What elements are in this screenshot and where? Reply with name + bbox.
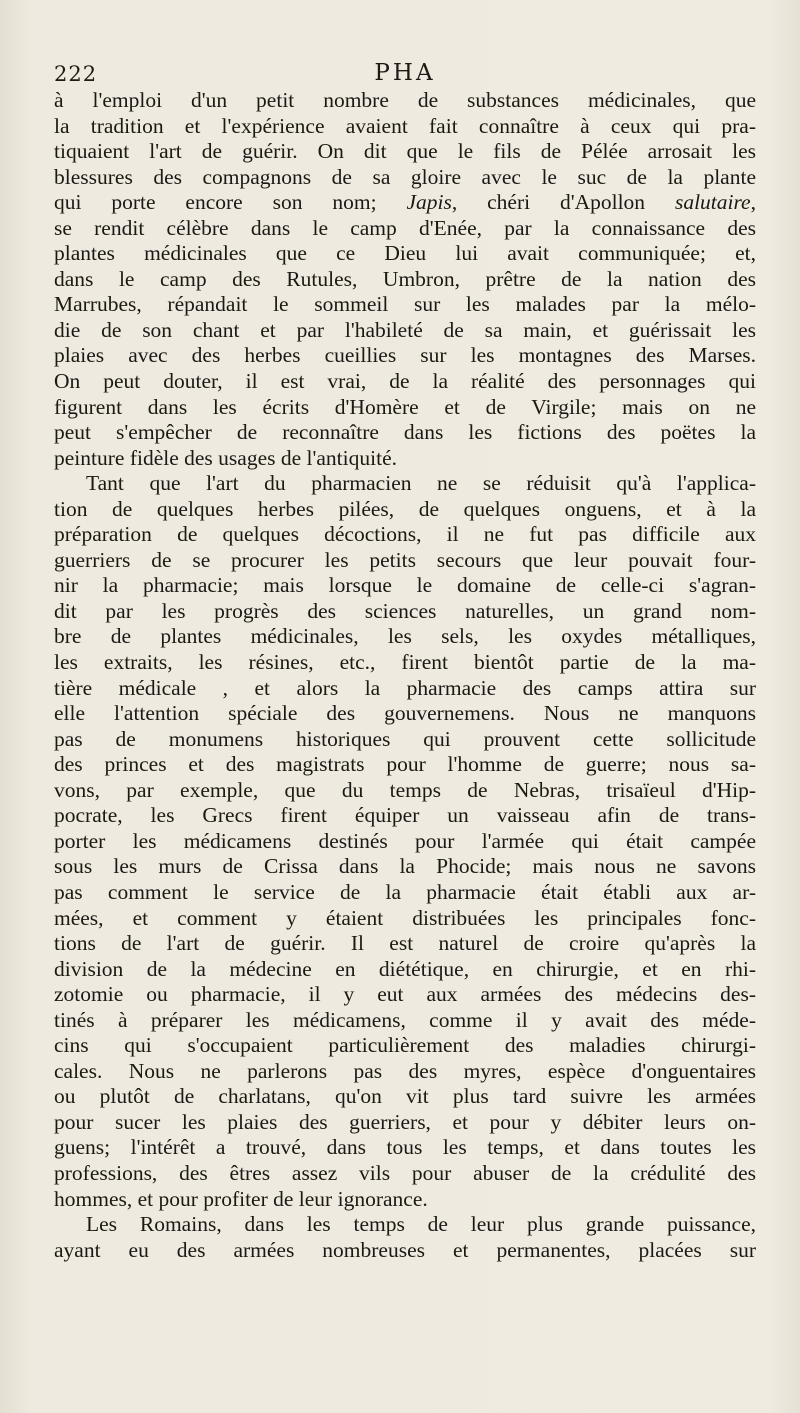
text-line: nir la pharmacie; mais lorsque le domaine de celle-ci s'agran-: [54, 573, 756, 598]
text-line: die de son chant et par l'habileté de sa main, et guérissait les: [54, 317, 756, 342]
text-line: On peut douter, il est vrai, de la réalité des personnages qui: [54, 369, 756, 394]
text-line: professions, des êtres assez vils pour abuser de la crédulité des: [54, 1160, 756, 1185]
text-line: blessures des compagnons de sa gloire avec le suc de la plante: [54, 164, 756, 189]
text-line: se rendit célèbre dans le camp d'Enée, par la connaissance des: [54, 215, 756, 240]
paragraph: [54, 88, 756, 471]
text-line: guens; l'intérêt a trouvé, dans tous les temps, et dans toutes les: [54, 1135, 756, 1160]
text-line: Les Romains, dans les temps de leur plus grande puissance,: [86, 1212, 756, 1237]
text-line: les extraits, les résines, etc., firent bientôt partie de la ma-: [54, 650, 756, 675]
italic-term: Japis: [406, 190, 452, 215]
text-line: pas comment le service de la pharmacie était établi aux ar-: [54, 879, 756, 904]
text-line: peinture fidèle des usages de l'antiquité.: [54, 445, 397, 470]
text-line: division de la médecine en diététique, en chirurgie, et en rhi-: [54, 956, 756, 981]
text-line: tiquaient l'art de guérir. On dit que le fils de Pélée arrosait les: [54, 139, 756, 164]
text-line: tions de l'art de guérir. Il est naturel de croire qu'après la: [54, 931, 756, 956]
text-line: des princes et des magistrats pour l'homme de guerre; nous sa-: [54, 752, 756, 777]
text-line: cins qui s'occupaient particulièrement des maladies chirurgi-: [54, 1033, 756, 1058]
text-line: ayant eu des armées nombreuses et permanentes, placées sur: [54, 1237, 756, 1262]
text-line: qui porte encore son nom; Japis, chéri d'Apollon salutaire,: [54, 190, 756, 215]
body-text: [54, 88, 756, 1263]
text-line: figurent dans les écrits d'Homère et de Virgile; mais on ne: [54, 394, 756, 419]
text-line: mées, et comment y étaient distribuées les principales fonc-: [54, 905, 756, 930]
text-line: tion de quelques herbes pilées, de quelques onguens, et à la: [54, 496, 756, 521]
text-line: pour sucer les plaies des guerriers, et pour y débiter leurs on-: [54, 1109, 756, 1134]
text-line: hommes, et pour profiter de leur ignorance.: [54, 1186, 428, 1211]
text-line: plaies avec des herbes cueillies sur les montagnes des Marses.: [54, 343, 756, 368]
text-line: porter les médicamens destinés pour l'armée qui était campée: [54, 828, 756, 853]
text-line: dit par les progrès des sciences naturelles, un grand nom-: [54, 598, 756, 623]
text-line: sous les murs de Crissa dans la Phocide; mais nous ne savons: [54, 854, 756, 879]
text-line: tière médicale , et alors la pharmacie des camps attira sur: [54, 675, 756, 700]
text-line: Marrubes, répandait le sommeil sur les malades par la mélo-: [54, 292, 756, 317]
text-line: préparation de quelques décoctions, il ne fut pas difficile aux: [54, 522, 756, 547]
running-head: PHA: [374, 60, 436, 86]
text-line: ou plutôt de charlatans, qu'on vit plus tard suivre les armées: [54, 1084, 756, 1109]
italic-term: salutaire: [674, 190, 751, 215]
text-line: à l'emploi d'un petit nombre de substances médicinales, que: [54, 88, 756, 112]
text-line: guerriers de se procurer les petits secours que leur pouvait four-: [54, 547, 756, 572]
text-line: dans le camp des Rutules, Umbron, prêtre de la nation des: [54, 266, 756, 291]
text-line: cales. Nous ne parlerons pas des myres, espèce d'onguentaires: [54, 1058, 756, 1083]
text-line: elle l'attention spéciale des gouvernemens. Nous ne manquons: [54, 701, 756, 726]
text-line: zotomie ou pharmacie, il y eut aux armées des médecins des-: [54, 982, 756, 1007]
text-line: la tradition et l'expérience avaient fait connaître à ceux qui pra-: [54, 113, 756, 138]
text-line: peut s'empêcher de reconnaître dans les fictions des poëtes la: [54, 420, 756, 445]
paragraph: [54, 471, 756, 1212]
text-line: tinés à préparer les médicamens, comme il y avait des méde-: [54, 1007, 756, 1032]
text-line: Tant que l'art du pharmacien ne se réduisit qu'à l'applica-: [86, 471, 756, 496]
text-line: pocrate, les Grecs firent équiper un vaisseau afin de trans-: [54, 803, 756, 828]
text-line: plantes médicinales que ce Dieu lui avait communiquée; et,: [54, 241, 756, 266]
page-number: 222: [54, 62, 98, 86]
text-line: bre de plantes médicinales, les sels, les oxydes métalliques,: [54, 624, 756, 649]
text-line: pas de monumens historiques qui prouvent cette sollicitude: [54, 726, 756, 751]
text-line: vons, par exemple, que du temps de Nebras, trisaïeul d'Hip-: [54, 777, 756, 802]
paragraph: [54, 1212, 756, 1263]
